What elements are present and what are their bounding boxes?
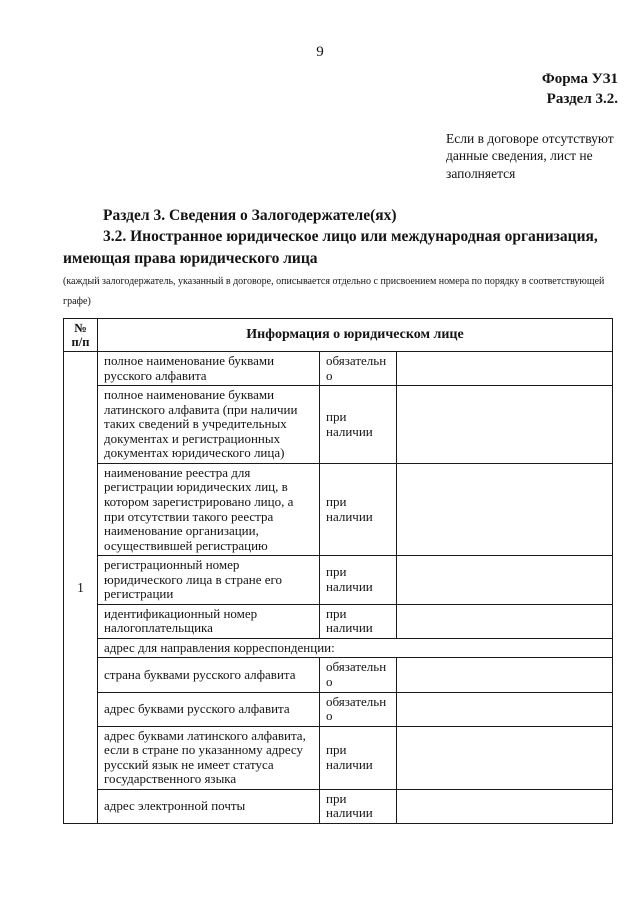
field-label-cell: идентификационный номер налогоплательщика bbox=[98, 604, 320, 638]
field-label-cell: страна буквами русского алфавита bbox=[98, 658, 320, 692]
value-cell bbox=[397, 692, 613, 726]
table-row bbox=[64, 556, 613, 605]
requirement-cell: обязательно bbox=[320, 692, 397, 726]
section-heading: Раздел 3. Сведения о Залогодержателе(ях) bbox=[103, 206, 397, 224]
condition-note: Если в договоре отсутствуют данные сведения, лист не заполняется bbox=[446, 130, 614, 182]
table-row bbox=[64, 604, 613, 638]
value-cell bbox=[397, 789, 613, 823]
table-row bbox=[64, 658, 613, 692]
group-label-cell: адрес для направления корреспонденции: bbox=[98, 638, 613, 658]
section-headings bbox=[63, 205, 614, 269]
value-cell bbox=[397, 726, 613, 789]
requirement-cell: обязательно bbox=[320, 352, 397, 386]
table-row bbox=[64, 386, 613, 464]
value-cell bbox=[397, 556, 613, 605]
requirement-cell: при наличии bbox=[320, 386, 397, 464]
value-cell bbox=[397, 352, 613, 386]
table-row bbox=[64, 692, 613, 726]
heading-footnote: (каждый залогодержатель, указанный в договоре, описывается отдельно с присвоением номера по порядку в соответствующей графе) bbox=[63, 276, 605, 308]
field-label-cell: регистрационный номер юридического лица в стране его регистрации bbox=[98, 556, 320, 605]
field-label-cell: адрес электронной почты bbox=[98, 789, 320, 823]
form-reference-block bbox=[0, 69, 618, 110]
info-column-header: Информация о юридическом лице bbox=[98, 319, 613, 352]
requirement-cell: при наличии bbox=[320, 789, 397, 823]
requirement-cell: при наличии bbox=[320, 726, 397, 789]
table-row bbox=[64, 726, 613, 789]
table-row bbox=[64, 352, 613, 386]
value-cell bbox=[397, 463, 613, 555]
value-cell bbox=[397, 386, 613, 464]
subsection-heading: 3.2. Иностранное юридическое лицо или международная организация, имеющая права юридического лица bbox=[63, 228, 598, 267]
entry-number-cell: 1 bbox=[64, 352, 98, 824]
requirement-cell: обязательно bbox=[320, 658, 397, 692]
requirement-cell: при наличии bbox=[320, 463, 397, 555]
value-cell bbox=[397, 604, 613, 638]
requirement-cell: при наличии bbox=[320, 556, 397, 605]
table-header-row bbox=[64, 319, 613, 352]
table-row bbox=[64, 463, 613, 555]
field-label-cell: полное наименование буквами русского алфавита bbox=[98, 352, 320, 386]
requirement-cell: при наличии bbox=[320, 604, 397, 638]
form-section-label: Раздел 3.2. bbox=[546, 91, 618, 108]
field-label-cell: полное наименование буквами латинского алфавита (при наличии таких сведений в учредительных документах и регистрационных документах юридического лица) bbox=[98, 386, 320, 464]
page-number: 9 bbox=[316, 44, 324, 60]
field-label-cell: адрес буквами русского алфавита bbox=[98, 692, 320, 726]
legal-entity-info-table bbox=[63, 318, 613, 824]
table-row bbox=[64, 789, 613, 823]
field-label-cell: наименование реестра для регистрации юридических лиц, в котором зарегистрировано лицо, а при отсутствии такого реестра наименование организации, осуществившей регистрацию bbox=[98, 463, 320, 555]
form-label: Форма УЗ1 bbox=[541, 71, 618, 87]
value-cell bbox=[397, 658, 613, 692]
number-column-header: № п/п bbox=[64, 319, 98, 352]
table-row bbox=[64, 638, 613, 658]
field-label-cell: адрес буквами латинского алфавита, если в стране по указанному адресу русский язык не имеет статуса государственного языка bbox=[98, 726, 320, 789]
